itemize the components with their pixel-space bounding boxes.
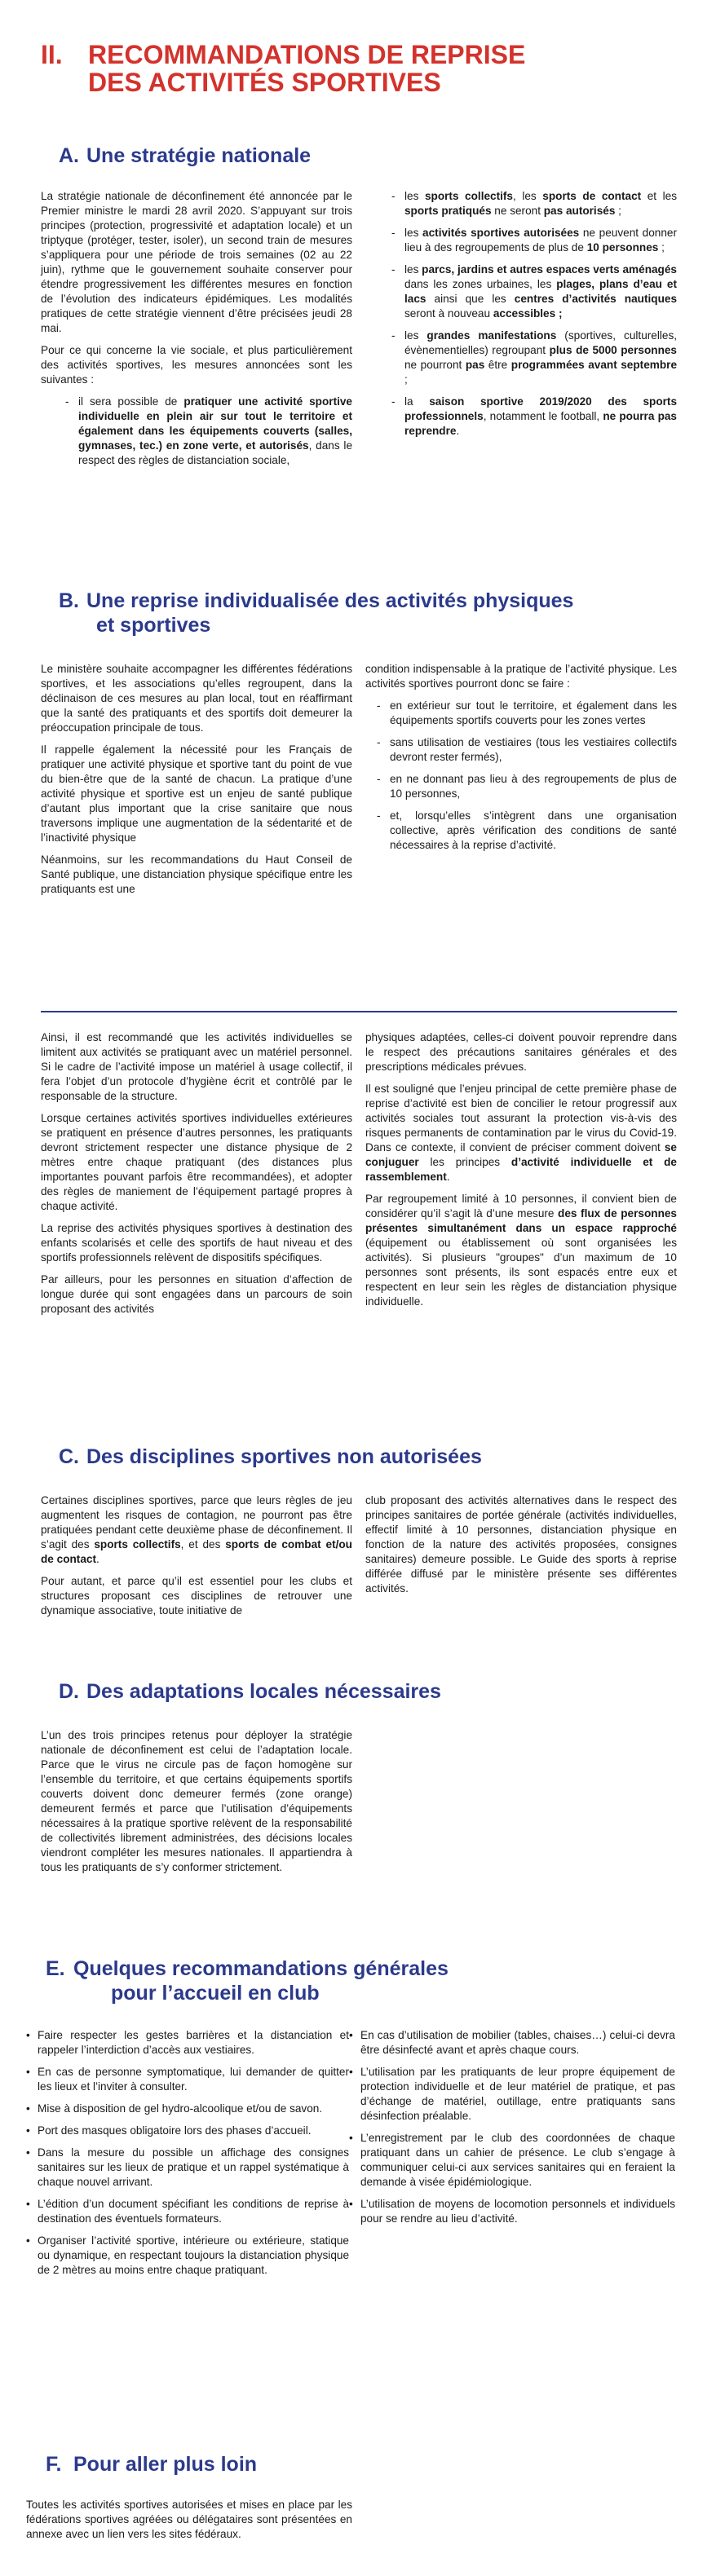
bold-span: ne pourra pas reprendre: [404, 410, 677, 437]
bold-span: sports collectifs: [94, 1538, 181, 1550]
text-span: il sera possible de: [78, 395, 184, 408]
text-span: ne peuvent donner lieu à des regroupements de plus de: [404, 227, 678, 254]
list-item: • Faire respecter les gestes barrières et la distanciation et rappeler l’interdiction d’accès aux vestiaires.: [38, 2028, 349, 2058]
section-f-heading: [46, 2452, 257, 2477]
section-b-list: [365, 699, 677, 853]
main-title-line2: DES ACTIVITÉS SPORTIVES: [88, 68, 441, 97]
text-span: ne pourront: [404, 359, 466, 371]
bold-span: sports de combat et/ou de contact: [41, 1538, 352, 1565]
section-a-right-column: [383, 189, 677, 446]
bold-span: pas: [465, 359, 485, 371]
section-f-title: Pour aller plus loin: [73, 2453, 258, 2476]
list-item: - et, lorsqu’elles s’intègrent dans une organisation collective, après vérification des conditions de santé nécessaires à la reprise d’activité.: [390, 809, 677, 853]
section-b-left-column: [41, 662, 352, 904]
section-c-title: Des disciplines sportives non autorisées: [86, 1445, 482, 1468]
list-item: • L’utilisation de moyens de locomotion personnels et individuels pour se rendre au lieu d’activité.: [360, 2197, 675, 2226]
bold-span: plus de 5000 personnes: [549, 344, 677, 356]
text-span: (sportives, culturelles, évènementielles) regroupant: [404, 329, 678, 356]
text-span: .: [446, 1171, 450, 1183]
section-d-column: [41, 1728, 352, 1882]
section-b-paragraph: Par ailleurs, pour les personnes en situation d’affection de longue durée qui sont engagées dans un parcours de soin proposant des activités: [41, 1273, 352, 1315]
section-e-title-line1: Quelques recommandations générales: [73, 1957, 449, 1980]
list-item: [404, 189, 677, 218]
list-item: [404, 226, 677, 255]
bold-span: se conjuguer: [365, 1141, 677, 1168]
main-title: [41, 41, 693, 96]
section-e-title-line2: pour l’accueil en club: [111, 1982, 320, 2005]
bold-span: sports pratiqués: [404, 205, 492, 217]
text-span: Il est souligné que l’enjeu principal de cette première phase de reprise d’activité est bien de concilier le retour progressif aux activités sociales tout assurant la protection vis-à-vis des risques permanents de contamination par le virus du Covid-19. Dans ce contexte, il convient de préciser comment doivent: [365, 1083, 677, 1153]
text-span: Certaines disciplines sportives, parce que leurs règles de jeu augmentent les risques de contagion, ne pourront pas être pratiquées pendant cette deuxième phase de déconfinement. Il s’agit des: [41, 1494, 352, 1550]
list-item: • L’enregistrement par le club des coordonnées de chaque pratiquant dans un cahier de présence. Le club s’engage à communiquer celui-ci aux services sanitaires qui en feraient la demande à visée épidémiologique.: [360, 2131, 675, 2190]
list-item: • Mise à disposition de gel hydro-alcoolique et/ou de savon.: [38, 2102, 349, 2116]
section-e-right-list: [349, 2028, 675, 2226]
bold-span: centres d’activités nautiques: [514, 293, 677, 305]
list-item: • En cas de personne symptomatique, lui demander de quitter les lieux et l’inviter à consulter.: [38, 2065, 349, 2094]
section-c-paragraph: club proposant des activités alternatives dans le respect des principes sanitaires de portée générale (activités individuelles, effectif limité à 10 personnes, distanciation physique en fonction de la nature des activités proposées, consignes sanitaires) demeure possible. Le Guide des sports à reprise différée diffusé par le ministère présente ses différentes activités.: [365, 1494, 677, 1595]
section-b-paragraph: condition indispensable à la pratique de l’activité physique. Les activités sportives pourront donc se faire :: [365, 663, 677, 690]
bold-span: plages, plans d’eau et lacs: [404, 278, 677, 305]
section-a-letter: A.: [59, 144, 79, 167]
text-span: , dans le respect des règles de distanciation sociale,: [78, 439, 353, 466]
text-span: , notamment le football,: [483, 410, 603, 422]
list-item: - en ne donnant pas lieu à des regroupements de plus de 10 personnes,: [390, 772, 677, 801]
list-item: • Organiser l’activité sportive, intérieure ou extérieure, statique ou dynamique, en respectant toujours la distanciation physique de 2 mètres au moins entre chaque pratiquant.: [38, 2234, 349, 2278]
section-e-left-column: [26, 2028, 349, 2285]
section-b-title-line1: Une reprise individualisée des activités physiques: [86, 589, 574, 612]
section-e-letter: E.: [46, 1957, 65, 1980]
section-a-left-column: [41, 189, 352, 475]
section-a-right-list: [383, 189, 677, 439]
main-title-number: II.: [41, 40, 63, 69]
text-span: les: [404, 263, 422, 276]
text-span: les: [404, 190, 425, 202]
section-b-paragraph: [365, 1192, 677, 1309]
section-d-letter: D.: [59, 1680, 79, 1703]
section-b-letter: B.: [59, 589, 79, 612]
section-c-letter: C.: [59, 1445, 79, 1468]
text-span: être: [484, 359, 511, 371]
section-a-list: [41, 395, 352, 468]
text-span: (équipement ou établissement où sont organisées les activités). Si plusieurs "groupes" d’un maximum de 10 personnes sont présents, ils sont espacés entre eux et respectent en leur sein les règles de distanciation physique individuelle.: [365, 1237, 677, 1308]
bold-span: programmées avant septembre: [510, 359, 677, 371]
text-span: ;: [658, 241, 665, 254]
text-span: les: [404, 227, 423, 239]
text-span: ;: [615, 205, 621, 217]
list-item: - en extérieur sur tout le territoire, et également dans les équipements sportifs couverts pour les zones vertes: [390, 699, 677, 728]
text-span: seront à nouveau: [404, 307, 493, 320]
section-b-paragraph: Le ministère souhaite accompagner les différentes fédérations sportives, et les associations qu’elles regroupent, dans la déclinaison de ces mesures au plan local, tout en réaffirmant que la santé des pratiquants et des sportifs doit demeurer la préoccupation principale de tous.: [41, 663, 352, 734]
section-b-paragraph: Néanmoins, sur les recommandations du Haut Conseil de Santé publique, une distanciation physique spécifique entre les pratiquants est une: [41, 854, 352, 895]
section-a-title: Une stratégie nationale: [86, 144, 312, 167]
section-a-paragraph: Pour ce qui concerne la vie sociale, et plus particulièrement des activités sportives, les mesures annoncées sont les suivantes :: [41, 344, 352, 386]
list-item: [404, 329, 677, 387]
main-title-line1: RECOMMANDATIONS DE REPRISE: [88, 40, 526, 69]
text-span: dans les zones urbaines, les: [404, 278, 557, 290]
section-b-paragraph: Lorsque certaines activités sportives individuelles extérieures se pratiquent en présence d’autres personnes, les pratiquants devront strictement respecter une distance physique de 2 mètres entre chaque pratiquant (des distances plus importantes pouvant parfois être recommandées), et adopter des règles de maniement de l’équipement partagé propres à chaque activité.: [41, 1112, 352, 1212]
section-f-paragraph: Toutes les activités sportives autorisées et mises en place par les fédérations sportives agréées ou délégataires sont présentées en annexe avec un lien vers les sites fédéraux.: [26, 2499, 352, 2540]
section-e-heading: [46, 1956, 449, 2005]
bold-span: pas autorisés: [543, 205, 616, 217]
text-span: Par regroupement limité à 10 personnes, il convient bien de considérer qu’il s’agit là d’une mesure: [365, 1193, 677, 1220]
list-item: • En cas d’utilisation de mobilier (tables, chaises…) celui-ci devra être désinfecté avant et après chaque cours.: [360, 2028, 675, 2058]
section-c-left-column: [41, 1493, 352, 1625]
bold-span: pratiquer une activité sportive individuelle en plein air sur tout le territoire et également dans les équipements couverts (salles, gymnases, tec.) en zone verte, et autorisés: [78, 395, 352, 452]
section-d-paragraph: L’un des trois principes retenus pour déployer la stratégie nationale de déconfinement est celui de l’adaptation locale. Parce que le virus ne circule pas de façon homogène sur l’ensemble du territoire, et que certains équipements sportifs couverts doivent donc demeurer fermés (zone orange) demeurent fermés et parce que l’utilisation d’équipements nécessaires à la pratique sportive relèvent de la responsabilité de collectivités librement administrées, des décisions locales viendront compléter les mesures nationales. Il appartiendra à tous les pratiquants de s’y conformer strictement.: [41, 1729, 352, 1873]
text-span: les principes: [418, 1156, 511, 1168]
bold-span: sports de contact: [542, 190, 642, 202]
list-item: [404, 395, 677, 439]
list-item: [78, 395, 352, 468]
bold-span: d’activité individuelle et de rassemblement: [365, 1156, 677, 1183]
bold-span: parcs, jardins et autres espaces verts aménagés: [422, 263, 677, 276]
list-item: • Dans la mesure du possible un affichage des consignes sanitaires sur les lieux de pratique et un rappel systématique à chaque nouvel arrivant.: [38, 2146, 349, 2190]
text-span: les: [404, 329, 427, 342]
section-c-right-column: [365, 1493, 677, 1603]
text-span: ;: [404, 373, 408, 386]
section-b-paragraph: Ainsi, il est recommandé que les activités individuelles se limitent aux activités se pratiquant avec un matériel personnel. Si le cadre de l’activité impose un matériel à usage collectif, il fera l’objet d’un protocole d’hygiène écrit et contrôlé par le responsable de la structure.: [41, 1031, 352, 1102]
list-item: • L’édition d’un document spécifiant les conditions de reprise à destination des éventuels formateurs.: [38, 2197, 349, 2226]
bold-span: 10 personnes: [586, 241, 659, 254]
text-span: , les: [513, 190, 543, 202]
section-a-paragraph: La stratégie nationale de déconfinement été annoncée par le Premier ministre le mardi 28 avril 2020. S’appuyant sur trois principes (protection, progressivité et adaptation locale) et un triptyque (protéger, tester, isoler), un second train de mesures s’appliquera pour une période de trois semaines (02 au 22 juin), rythme que le gouvernement souhaite conserver pour étendre progressivement les différentes mesures en fonction de l’évolution des indicateurs épidémiques. Les modalités pratiques de cette stratégie viennent d’être précisées jeudi 28 mai.: [41, 190, 352, 334]
bold-span: accessibles ;: [493, 307, 563, 320]
text-span: .: [95, 1553, 99, 1565]
section-c-paragraph: [41, 1493, 352, 1567]
section-e-left-list: [26, 2028, 349, 2278]
bold-span: saison sportive 2019/2020 des sports professionnels: [404, 395, 678, 422]
list-item: [404, 262, 677, 321]
section-b-heading: [59, 589, 573, 637]
section-e-right-column: [349, 2028, 675, 2234]
section-a-heading: [59, 143, 311, 168]
text-span: , et des: [180, 1538, 226, 1550]
section-b-paragraph: Il rappelle également la nécessité pour les Français de pratiquer une activité physique et sportive tant du point de vue du bien-être que de la santé de chacun. La pratique d’une activité physique et sportive est un enjeu de santé publique d’autant plus important que la crise sanitaire que nous traversons implique une augmentation de la sédentarité et de l’inactivité physique: [41, 743, 352, 844]
text-span: ne seront: [491, 205, 544, 217]
bold-span: des flux de personnes présentes simultanément dans un espace rapproché: [365, 1207, 677, 1234]
section-b-paragraph: La reprise des activités physiques sportives à destination des enfants scolarisés et celle des sportifs de haut niveau et des sportifs professionnels relèvent de dispositifs spécifiques.: [41, 1222, 352, 1264]
text-span: la: [404, 395, 430, 408]
text-span: et les: [641, 190, 677, 202]
list-item: - sans utilisation de vestiaires (tous les vestiaires collectifs devront rester fermés),: [390, 735, 677, 765]
section-f-column: [26, 2498, 352, 2549]
section-b-right-column: [365, 662, 677, 860]
section-b-continued-right-column: [365, 1030, 677, 1317]
section-d-heading: [59, 1679, 441, 1704]
text-span: ainsi que les: [426, 293, 515, 305]
text-span: .: [456, 425, 460, 437]
list-item: • Port des masques obligatoire lors des phases d’accueil.: [38, 2124, 349, 2138]
section-b-paragraph: [365, 1082, 677, 1184]
page-divider: [41, 1011, 677, 1012]
list-item: • L’utilisation par les pratiquants de leur propre équipement de protection individuelle et de leur matériel de pratique, et pas d’échange de matériel, outillage, entre pratiquants sans désinfection préalable.: [360, 2065, 675, 2124]
section-b-paragraph: physiques adaptées, celles-ci doivent pouvoir reprendre dans le respect des précautions sanitaires générales et des prescriptions médicales prévues.: [365, 1031, 677, 1073]
section-f-letter: F.: [46, 2453, 62, 2476]
bold-span: grandes manifestations: [427, 329, 557, 342]
section-b-continued-left-column: [41, 1030, 352, 1324]
section-c-heading: [59, 1445, 482, 1469]
section-d-title: Des adaptations locales nécessaires: [86, 1680, 441, 1703]
section-b-title-line2: et sportives: [96, 614, 211, 637]
bold-span: activités sportives autorisées: [422, 227, 580, 239]
bold-span: sports collectifs: [424, 190, 513, 202]
section-c-paragraph: Pour autant, et parce qu’il est essentiel pour les clubs et structures proposant ces disciplines de retrouver une dynamique associative, toute initiative de: [41, 1575, 352, 1617]
